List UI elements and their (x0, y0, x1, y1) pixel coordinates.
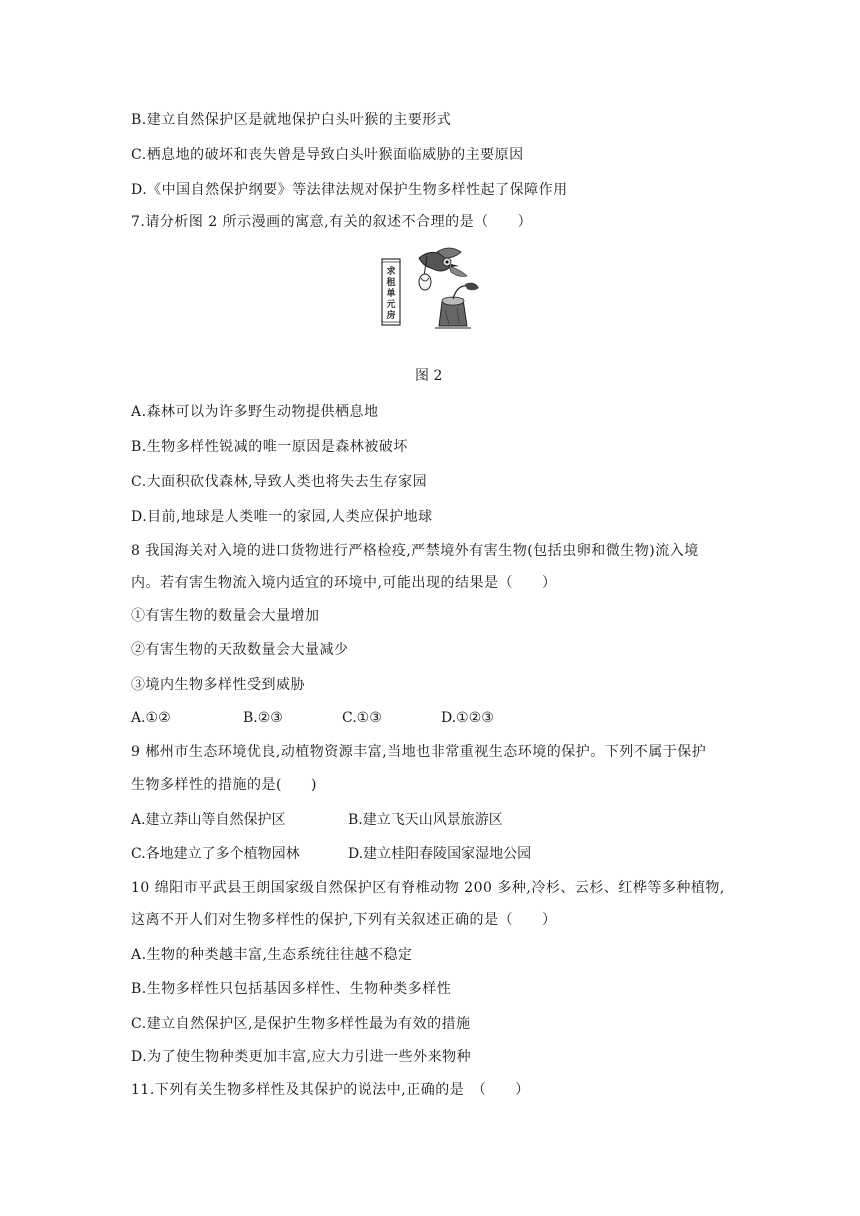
cartoon-figure (379, 246, 489, 330)
q10-option-b: B.生物多样性只包括基因多样性、生物种类多样性 (131, 981, 452, 997)
q9-option-c: C.各地建立了多个植物园林 (131, 846, 300, 862)
sign-char-3: 单 (386, 289, 396, 299)
sign-char-1: 求 (386, 267, 396, 277)
tree-stump-icon (435, 283, 479, 328)
q10-stem-line-1: 10 绵阳市平武县王朗国家级自然保护区有脊椎动物 200 多种,冷杉、云杉、红桦等多种植物, (131, 880, 725, 896)
cartoon-illustration (379, 246, 489, 330)
q9-option-d: D.建立桂阳春陵国家湿地公园 (348, 846, 532, 862)
q10-stem-line-2: 这离不开人们对生物多样性的保护,下列有关叙述正确的是（ ） (131, 912, 557, 928)
q7-option-a: A.森林可以为许多野生动物提供栖息地 (131, 404, 379, 420)
q7-stem: 7.请分析图 2 所示漫画的寓意,有关的叙述不合理的是（ ） (131, 214, 533, 230)
q9-option-b: B.建立飞天山风景旅游区 (348, 812, 503, 828)
q10-option-d: D.为了使生物种类更加丰富,应大力引进一些外来物种 (131, 1049, 472, 1065)
figure-caption: 图 2 (415, 368, 443, 384)
q7-option-b: B.生物多样性锐减的唯一原因是森林被破坏 (131, 439, 408, 455)
q8-option-b: B.②③ (243, 710, 283, 726)
q6-option-b: B.建立自然保护区是就地保护白头叶猴的主要形式 (131, 112, 452, 128)
q10-option-c: C.建立自然保护区,是保护生物多样性最为有效的措施 (131, 1016, 471, 1032)
q8-option-a: A.①② (131, 710, 171, 726)
sign-char-2: 租 (386, 278, 396, 288)
q7-option-d: D.目前,地球是人类唯一的家园,人类应保护地球 (131, 509, 433, 525)
q11-stem: 11.下列有关生物多样性及其保护的说法中,正确的是 （ ） (131, 1082, 530, 1098)
q8-option-c: C.①③ (342, 710, 382, 726)
bird-icon (419, 248, 467, 290)
q8-stem-line-2: 内。若有害生物流入境内适宜的环境中,可能出现的结果是（ ） (131, 575, 557, 591)
q10-option-a: A.生物的种类越丰富,生态系统往往越不稳定 (131, 947, 413, 963)
q8-statement-2: ②有害生物的天敌数量会大量减少 (131, 642, 349, 658)
q8-option-d: D.①②③ (441, 710, 494, 726)
q6-option-c: C.栖息地的破坏和丧失曾是导致白头叶猴面临威胁的主要原因 (131, 147, 524, 163)
q9-stem-line-2: 生物多样性的措施的是( ) (131, 777, 317, 793)
q7-option-c: C.大面积砍伐森林,导致人类也将失去生存家园 (131, 474, 428, 490)
q9-stem-line-1: 9 郴州市生态环境优良,动植物资源丰富,当地也非常重视生态环境的保护。下列不属于保护 (131, 744, 707, 760)
sign-char-4: 元 (386, 300, 396, 310)
q9-option-a: A.建立莽山等自然保护区 (131, 812, 286, 828)
q8-statement-1: ①有害生物的数量会大量增加 (131, 608, 320, 624)
sign-char-5: 房 (386, 311, 396, 321)
q8-stem-line-1: 8 我国海关对入境的进口货物进行严格检疫,严禁境外有害生物(包括虫卵和微生物)流入境 (131, 543, 699, 559)
q8-statement-3: ③境内生物多样性受到威胁 (131, 677, 305, 693)
q6-option-d: D.《中国自然保护纲要》等法律法规对保护生物多样性起了保障作用 (131, 182, 568, 198)
